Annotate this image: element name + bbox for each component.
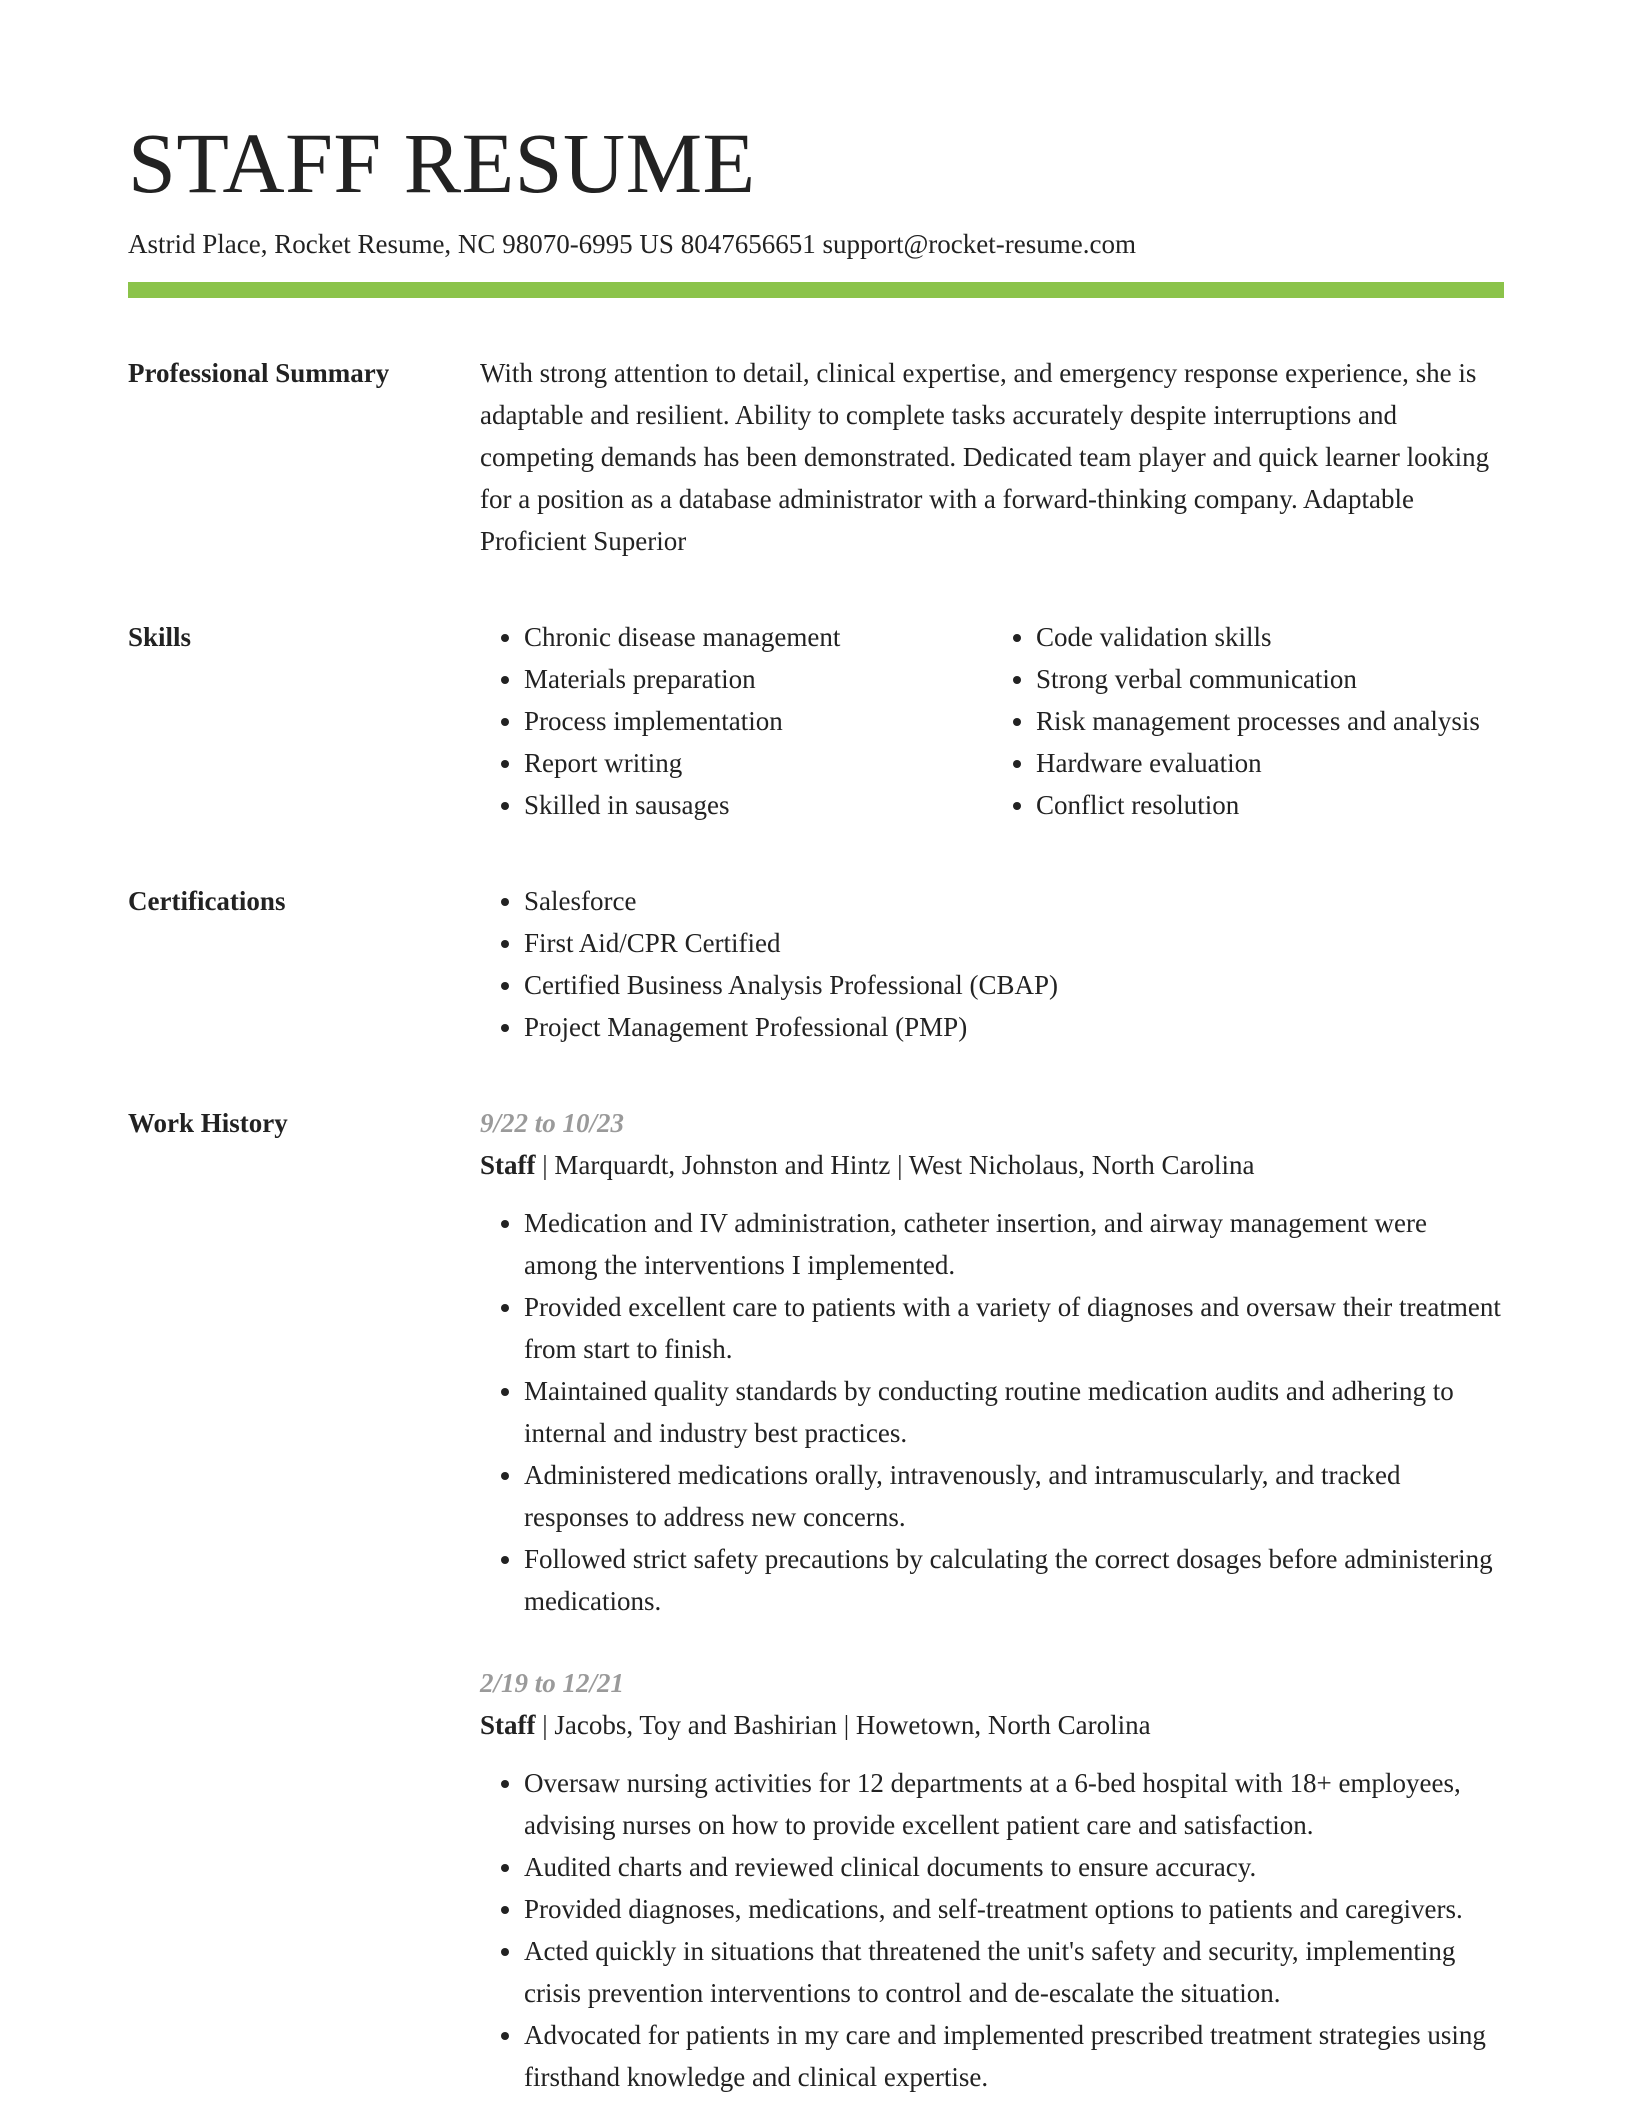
job-bullet: • Advocated for patients in my care and implemented prescribed treatment strategies using firsthand knowledge and clinical expertise. — [524, 2014, 1504, 2098]
job-heading — [480, 1704, 1504, 1746]
job-bullet: • Medication and IV administration, catheter insertion, and airway management were among the interventions I implemented. — [524, 1202, 1504, 1286]
skills-list-left — [480, 616, 992, 826]
accent-divider — [128, 282, 1504, 298]
job-bullets — [480, 1202, 1504, 1622]
skills-list-right — [992, 616, 1504, 826]
job-bullet: • Acted quickly in situations that threatened the unit's safety and security, implementing crisis prevention interventions to control and de-escalate the situation. — [524, 1930, 1504, 2014]
job-bullet: • Provided excellent care to patients with a variety of diagnoses and oversaw their treatment from start to finish. — [524, 1286, 1504, 1370]
skill-item: • Process implementation — [524, 700, 992, 742]
job-bullet: • Maintained quality standards by conducting routine medication audits and adhering to internal and industry best practices. — [524, 1370, 1504, 1454]
job-bullet: • Provided diagnoses, medications, and self-treatment options to patients and caregivers. — [524, 1888, 1504, 1930]
certifications-list — [480, 880, 1504, 1048]
skills-column-left — [480, 616, 992, 826]
summary-text: With strong attention to detail, clinical expertise, and emergency response experience, she is adaptable and resilient. Ability to complete tasks accurately despite interruptions and competing demands has been demonstrated. Dedicated team player and quick learner looking for a position as a database administrator with a forward-thinking company. Adaptable Proficient Superior — [480, 358, 1490, 557]
work-history-content — [480, 1102, 1504, 2098]
skill-item: • Strong verbal communication — [1036, 658, 1504, 700]
job-title: Staff — [480, 1710, 536, 1741]
section-label-certifications: Certifications — [128, 886, 286, 917]
skill-item: • Hardware evaluation — [1036, 742, 1504, 784]
certification-item: • Certified Business Analysis Professional (CBAP) — [524, 964, 1504, 1006]
work-history-section — [128, 1102, 1504, 2098]
section-label-skills: Skills — [128, 622, 192, 653]
skills-column-right — [992, 616, 1504, 826]
certification-item: • First Aid/CPR Certified — [524, 922, 1504, 964]
contact-line: Astrid Place, Rocket Resume, NC 98070-6995 US 8047656651 support@rocket-resume.com — [128, 229, 1136, 259]
summary-content — [480, 352, 1504, 562]
section-label-summary: Professional Summary — [128, 358, 390, 389]
skill-item: • Materials preparation — [524, 658, 992, 700]
job-entry — [480, 1102, 1504, 1622]
certification-item: • Salesforce — [524, 880, 1504, 922]
job-details: | Marquardt, Johnston and Hintz | West Nicholaus, North Carolina — [535, 1150, 1255, 1181]
skill-item: • Report writing — [524, 742, 992, 784]
job-bullet: • Administered medications orally, intravenously, and intramuscularly, and tracked responses to address new concerns. — [524, 1454, 1504, 1538]
job-heading — [480, 1144, 1504, 1186]
certifications-section — [128, 880, 1504, 1048]
skill-item: • Conflict resolution — [1036, 784, 1504, 826]
job-bullet: • Followed strict safety precautions by calculating the correct dosages before administering medications. — [524, 1538, 1504, 1622]
job-bullet: • Audited charts and reviewed clinical documents to ensure accuracy. — [524, 1846, 1504, 1888]
certifications-content — [480, 880, 1504, 1048]
job-title: Staff — [480, 1150, 536, 1181]
skill-item: • Skilled in sausages — [524, 784, 992, 826]
job-bullet: • Oversaw nursing activities for 12 departments at a 6-bed hospital with 18+ employees, advising nurses on how to provide excellent patient care and satisfaction. — [524, 1762, 1504, 1846]
section-label-work-history: Work History — [128, 1108, 288, 1139]
job-dates: 2/19 to 12/21 — [480, 1668, 625, 1699]
certification-item: • Project Management Professional (PMP) — [524, 1006, 1504, 1048]
skills-content — [480, 616, 1504, 826]
job-entry — [480, 1662, 1504, 2098]
skills-columns — [480, 616, 1504, 826]
skills-section — [128, 616, 1504, 826]
resume-title: STAFF RESUME — [128, 115, 756, 211]
skill-item: • Risk management processes and analysis — [1036, 700, 1504, 742]
job-details: | Jacobs, Toy and Bashirian | Howetown, North Carolina — [535, 1710, 1151, 1741]
job-dates: 9/22 to 10/23 — [480, 1108, 625, 1139]
skill-item: • Code validation skills — [1036, 616, 1504, 658]
summary-section — [128, 352, 1504, 562]
job-bullets — [480, 1762, 1504, 2098]
skill-item: • Chronic disease management — [524, 616, 992, 658]
